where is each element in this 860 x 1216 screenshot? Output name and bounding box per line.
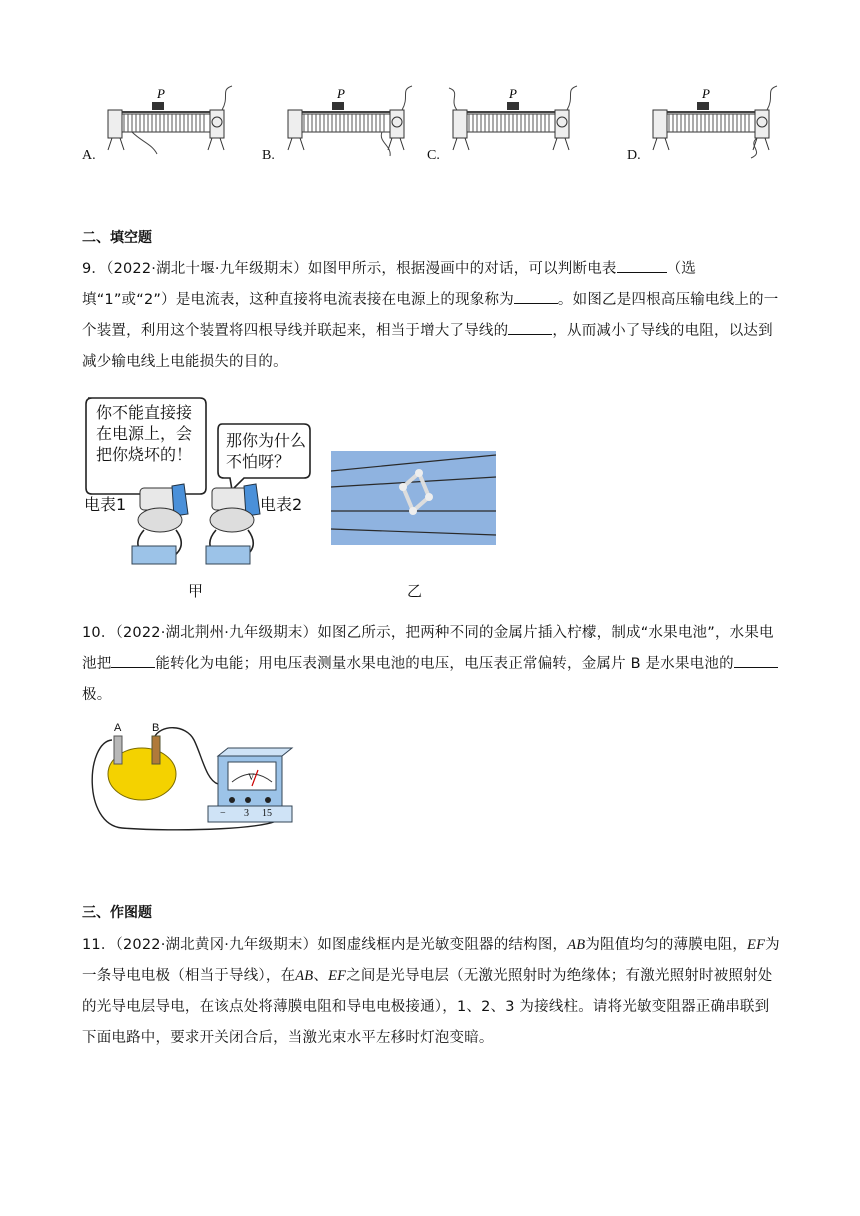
q10-text-2: 能转化为电能；用电压表测量水果电池的电压，电压表正常偏转，金属片 B 是水果电池的 [155,656,734,672]
meter-1-drawing [132,484,188,564]
svg-text:P: P [702,86,710,101]
q11-text-3b: 、 [313,968,329,984]
terminal-3: 3 [244,808,249,819]
q11-text-4: 之间是光导电层（无激光照射时为绝缘体；有激光照射时被照射处的光导电层导电，在该点处将薄膜电阻和导电电极接通），1、2、3 为接线柱。请将光敏变阻器正确串联到下面电路中，要求开关闭合后，当激光束水平左移时灯泡变暗。 [82,968,773,1046]
option-letter: C. [427,148,440,163]
terminal-15: 15 [262,808,272,819]
answer-blank[interactable] [514,289,558,304]
q9-text-4: 。如图乙是四根高压输电线上的一个装置，利用这个装置将四根导线并联起来，相当于增大了导线的 [82,292,779,339]
question-10 [82,618,782,711]
q9-text-5: ，从而减小了导线的电阻，以达到减少输电线上电能损失的目的。 [82,323,773,370]
section-title-fill-in: 二、填空题 [82,230,152,246]
meter-1-label: 电表1 [84,495,127,514]
answer-blank[interactable] [508,320,552,335]
figure-yi-photo [331,451,496,545]
q11-text-3: 为一条导电电极（相当于导线），在 [82,937,780,984]
lemon-battery-figure [82,720,304,832]
speech-bubble-1: 你不能直接接在电源上，会把你烧坏的！ [96,403,193,464]
electrode-a-label: A [114,722,122,734]
rheostat-image-b [282,82,422,162]
rheostat-options [82,82,782,172]
answer-blank[interactable] [617,258,667,273]
rheostat-image-a [102,82,242,162]
option-letter: B. [262,148,275,163]
q9-text-1: 9．（2022·湖北十堰·九年级期末）如图甲所示，根据漫画中的对话，可以判断电表 [82,261,617,277]
rheostat-image-d [647,82,787,162]
svg-text:P: P [337,86,345,101]
option-b[interactable] [262,82,432,172]
figure-jia-cartoon [84,396,314,574]
terminal-minus: − [220,808,226,819]
q11-ab-2: AB [295,968,314,984]
meter-2-label: 电表2 [260,495,303,514]
q10-text-3: 极。 [82,687,112,703]
caption-jia: 甲 [188,582,204,600]
q11-text-2: 为阻值均匀的薄膜电阻， [585,937,748,953]
speech-bubble-2: 那你为什么不怕呀？ [226,431,307,471]
q11-ab: AB [567,937,586,953]
meter-2-drawing [206,484,260,564]
q11-ef-2: EF [328,968,347,984]
answer-blank[interactable] [111,653,155,668]
option-letter: D. [627,148,641,163]
q11-ef: EF [747,937,766,953]
q9-text-3: 是电流表，这种直接将电流表接在电源上的现象称为 [175,292,514,308]
question-9 [82,254,782,378]
question-11 [82,930,782,1054]
rheostat-image-c [447,82,587,162]
q10-text-1: 10．（2022·湖北荆州·九年级期末）如图乙所示，把两种不同的金属片插入柠檬，制成“水果电池”，水果电池把 [82,625,774,672]
q11-text-1: 11．（2022·湖北黄冈·九年级期末）如图虚线框内是光敏变阻器的结构图， [82,937,568,953]
option-c[interactable] [427,82,597,172]
answer-blank[interactable] [734,653,778,668]
electrode-b-label: B [152,722,160,734]
voltmeter-v-label: V [248,772,255,782]
caption-yi: 乙 [407,582,423,600]
power-line-spacer-image [331,451,496,545]
option-a[interactable] [82,82,252,172]
section-title-drawing: 三、作图题 [82,905,152,921]
option-d[interactable] [627,82,797,172]
svg-text:P: P [509,86,517,101]
q9-text-2: （选填“1”或“2”） [82,261,696,308]
svg-text:P: P [157,86,165,101]
option-letter: A. [82,148,96,163]
